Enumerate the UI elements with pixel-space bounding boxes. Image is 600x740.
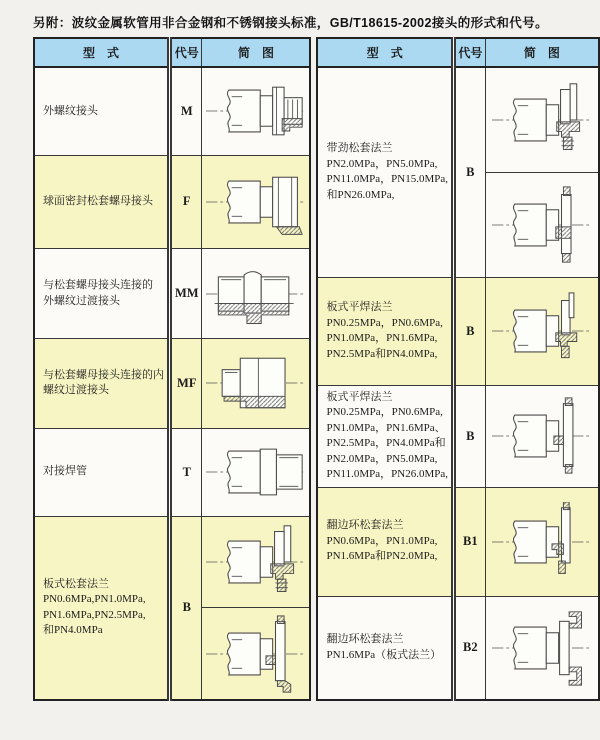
type-line: 与松套螺母接头连接的: [43, 279, 153, 292]
type-line: PN0.25MPa，PN0.6MPa,: [326, 316, 443, 329]
fitting-row-b-2: [317, 385, 599, 487]
male-thread-fitting-diagram: [203, 71, 308, 151]
type-line: 球面密封松套螺母接头: [43, 195, 153, 208]
type-cell: [34, 155, 170, 248]
type-line: PN1.0MPa，PN1.6MPa、: [326, 421, 446, 434]
diagram-cell: [202, 516, 311, 607]
type-line: PN0.25MPa，PN0.6MPa,: [326, 406, 443, 418]
diagram-cell: [485, 277, 599, 385]
diagram-cell: [202, 67, 311, 155]
butt-weld-pipe-diagram: [203, 432, 308, 512]
header-row: [34, 38, 310, 67]
diagram-cell: [485, 385, 599, 487]
fittings-table-left: [33, 37, 311, 701]
type-line: PN1.6MPa（板式法兰）: [326, 648, 442, 661]
lapped-ring-loose-flange-b1-diagram: [489, 502, 594, 582]
fitting-row-b2-4: [317, 596, 599, 700]
code-cell: MF: [170, 339, 202, 428]
fitting-row-mm-2: [34, 249, 310, 339]
type-line: 板式平焊法兰: [326, 301, 393, 313]
type-line: 对接焊管: [43, 465, 87, 478]
fitting-row-b-5: [34, 516, 310, 607]
type-line: 外螺纹接头: [43, 104, 98, 117]
diagram-cell: [485, 596, 599, 700]
diagram-cell: [202, 155, 311, 248]
fitting-row-m-0: [34, 67, 310, 155]
type-line: 螺纹过渡接头: [43, 384, 109, 397]
lapped-ring-loose-flange-b2-diagram: [489, 608, 594, 688]
page-title: 另附：波纹金属软管用非合金钢和不锈钢接头标准，GB/T18615-2002接头的形式和代号。: [33, 16, 548, 30]
type-line: 外螺纹过渡接头: [43, 294, 120, 307]
header-type: 型 式: [34, 38, 170, 67]
code-cell: B2: [454, 596, 486, 700]
type-line: 和PN26.0MPa,: [326, 188, 395, 201]
header-code: 代号: [170, 38, 202, 67]
diagram-cell: [485, 487, 599, 596]
type-cell: [317, 67, 453, 277]
type-line: 翻边环松套法兰: [326, 519, 404, 532]
plate-loose-flange-stud-up-diagram: [203, 522, 308, 602]
header-code: 代号: [454, 38, 486, 67]
header-type: 型 式: [317, 38, 453, 67]
type-line: PN2.0MPa，PN5.0MPa,: [326, 157, 438, 170]
code-cell: MM: [170, 249, 202, 339]
code-cell: M: [170, 67, 202, 155]
fitting-tables-container: [33, 37, 600, 701]
fitting-row-mf-3: [34, 339, 310, 428]
header-row: [317, 38, 599, 67]
type-line: 板式松套法兰: [43, 577, 109, 590]
type-cell: [34, 67, 170, 155]
code-cell: B: [454, 67, 486, 277]
spherical-seal-swivel-nut-fitting-diagram: [203, 162, 308, 242]
plate-loose-flange-bolt-down-diagram: [203, 614, 308, 694]
code-cell: B: [454, 385, 486, 487]
header-diagram: 简 图: [202, 38, 311, 67]
diagram-cell: [202, 608, 311, 700]
type-cell: [34, 516, 170, 700]
type-cell: [317, 487, 453, 596]
type-line: 带劲松套法兰: [326, 142, 393, 155]
type-line: PN1.6MPa和PN2.0MPa,: [326, 550, 438, 563]
type-cell: [317, 277, 453, 385]
code-cell: B: [170, 516, 202, 700]
female-thread-adapter-diagram: [203, 343, 308, 423]
male-thread-adapter-diagram: [203, 254, 308, 334]
type-line: PN2.5MPa，PN4.0MPa和: [326, 437, 446, 449]
fittings-table-right: [316, 37, 600, 701]
plate-weld-flange-diagram: [489, 291, 594, 371]
type-line: PN1.0MPa，PN1.6MPa,: [326, 332, 438, 344]
header-diagram: 简 图: [485, 38, 599, 67]
code-cell: F: [170, 155, 202, 248]
diagram-cell: [202, 249, 311, 339]
type-line: PN0.6MPa,PN1.0MPa,: [43, 593, 146, 606]
neck-loose-flange-stud-up-diagram: [489, 80, 594, 160]
diagram-cell: [485, 172, 599, 277]
type-cell: [34, 428, 170, 516]
type-line: PN2.0MPa，PN5.0MPa,: [326, 452, 438, 465]
type-cell: [317, 596, 453, 700]
type-line: PN2.5MPa和PN4.0MPa,: [326, 347, 438, 360]
plate-weld-flange-sym-diagram: [489, 396, 594, 476]
neck-loose-flange-bolt-down-diagram: [489, 185, 594, 265]
type-cell: [34, 249, 170, 339]
type-cell: [34, 339, 170, 428]
fitting-row-t-4: [34, 428, 310, 516]
diagram-cell: [202, 428, 311, 516]
fitting-row-f-1: [34, 155, 310, 248]
fitting-row-b-0: [317, 67, 599, 172]
diagram-cell: [485, 67, 599, 172]
type-cell: [317, 385, 453, 487]
type-line: 与松套螺母接头连接的内: [43, 368, 164, 381]
type-line: PN1.6MPa,PN2.5MPa,: [43, 608, 146, 621]
type-line: PN0.6MPa，PN1.0MPa,: [326, 534, 438, 547]
type-line: PN11.0MPa，PN15.0MPa,: [326, 173, 449, 186]
fitting-row-b-1: [317, 277, 599, 385]
type-line: 板式平焊法兰: [326, 390, 393, 403]
code-cell: B1: [454, 487, 486, 596]
fitting-row-b1-3: [317, 487, 599, 596]
code-cell: T: [170, 428, 202, 516]
type-line: 翻边环松套法兰: [326, 633, 404, 646]
type-line: 和PN4.0MPa: [43, 624, 103, 637]
diagram-cell: [202, 339, 311, 428]
type-line: PN11.0MPa，PN26.0MPa,: [326, 468, 449, 480]
code-cell: B: [454, 277, 486, 385]
